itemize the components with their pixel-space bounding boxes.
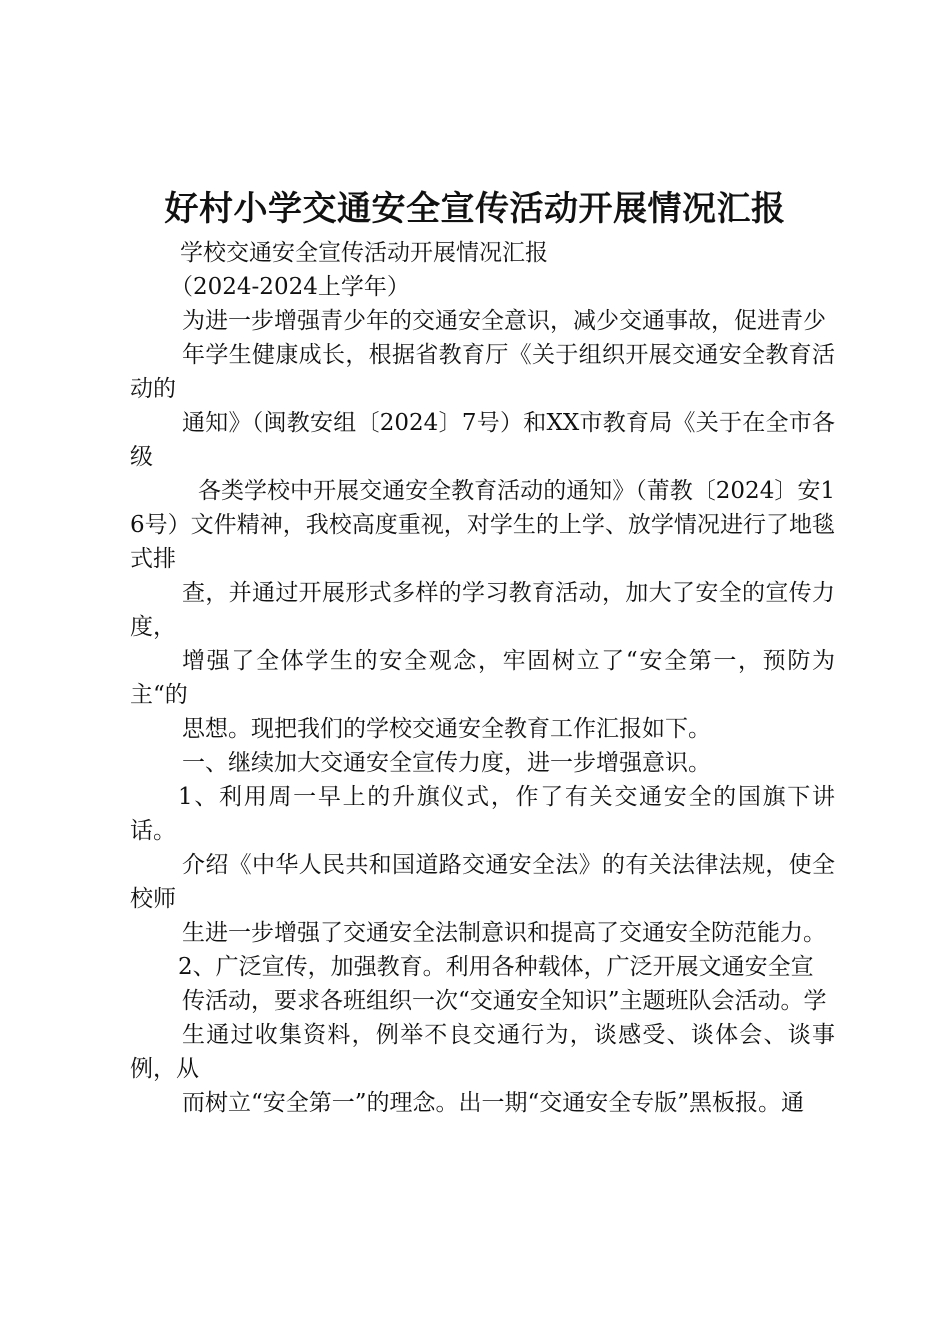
body-paragraph: 而树立“安全第一”的理念。出一期“交通安全专版”黑板报。通 xyxy=(182,1090,805,1116)
body-paragraph: 查，并通过开展形式多样的学习教育活动，加大了安全的宣传力度， xyxy=(130,580,835,640)
body-paragraph: 生通过收集资料，例举不良交通行为，谈感受、谈体会、谈事例，从 xyxy=(130,1022,835,1082)
body-paragraph: 为进一步增强青少年的交通安全意识，减少交通事故，促进青少 xyxy=(182,308,826,334)
school-year-paragraph: （2024-2024上学年） xyxy=(170,274,410,300)
section-heading: 一、继续加大交通安全宣传力度，进一步增强意识。 xyxy=(182,750,711,776)
numbered-paragraph: 1、利用周一早上的升旗仪式，作了有关交通安全的国旗下讲话。 xyxy=(130,784,835,844)
body-paragraph: 通知》（闽教安组〔2024〕7号）和XX市教育局《关于在全市各级 xyxy=(130,410,835,470)
subtitle-paragraph: 学校交通安全宣传活动开展情况汇报 xyxy=(180,240,548,266)
body-paragraph: 思想。现把我们的学校交通安全教育工作汇报如下。 xyxy=(182,716,711,742)
document-body xyxy=(130,236,835,1120)
body-paragraph: 增强了全体学生的安全观念，牢固树立了“安全第一，预防为主“的 xyxy=(130,648,835,708)
body-paragraph: 各类学校中开展交通安全教育活动的通知》（莆教〔2024〕安16号）文件精神，我校高度重视，对学生的上学、放学情况进行了地毯式排 xyxy=(130,478,835,572)
document-title: 好村小学交通安全宣传活动开展情况汇报 xyxy=(164,189,786,229)
numbered-paragraph: 2、广泛宣传，加强教育。利用各种载体，广泛开展文通安全宣 xyxy=(178,954,814,980)
body-paragraph: 介绍《中华人民共和国道路交通安全法》的有关法律法规，使全校师 xyxy=(130,852,835,912)
body-paragraph: 年学生健康成长，根据省教育厅《关于组织开展交通安全教育活动的 xyxy=(130,342,835,402)
body-paragraph: 生进一步增强了交通安全法制意识和提高了交通安全防范能力。 xyxy=(182,920,826,946)
body-paragraph: 传活动，要求各班组织一次“交通安全知识”主题班队会活动。学 xyxy=(182,988,827,1014)
